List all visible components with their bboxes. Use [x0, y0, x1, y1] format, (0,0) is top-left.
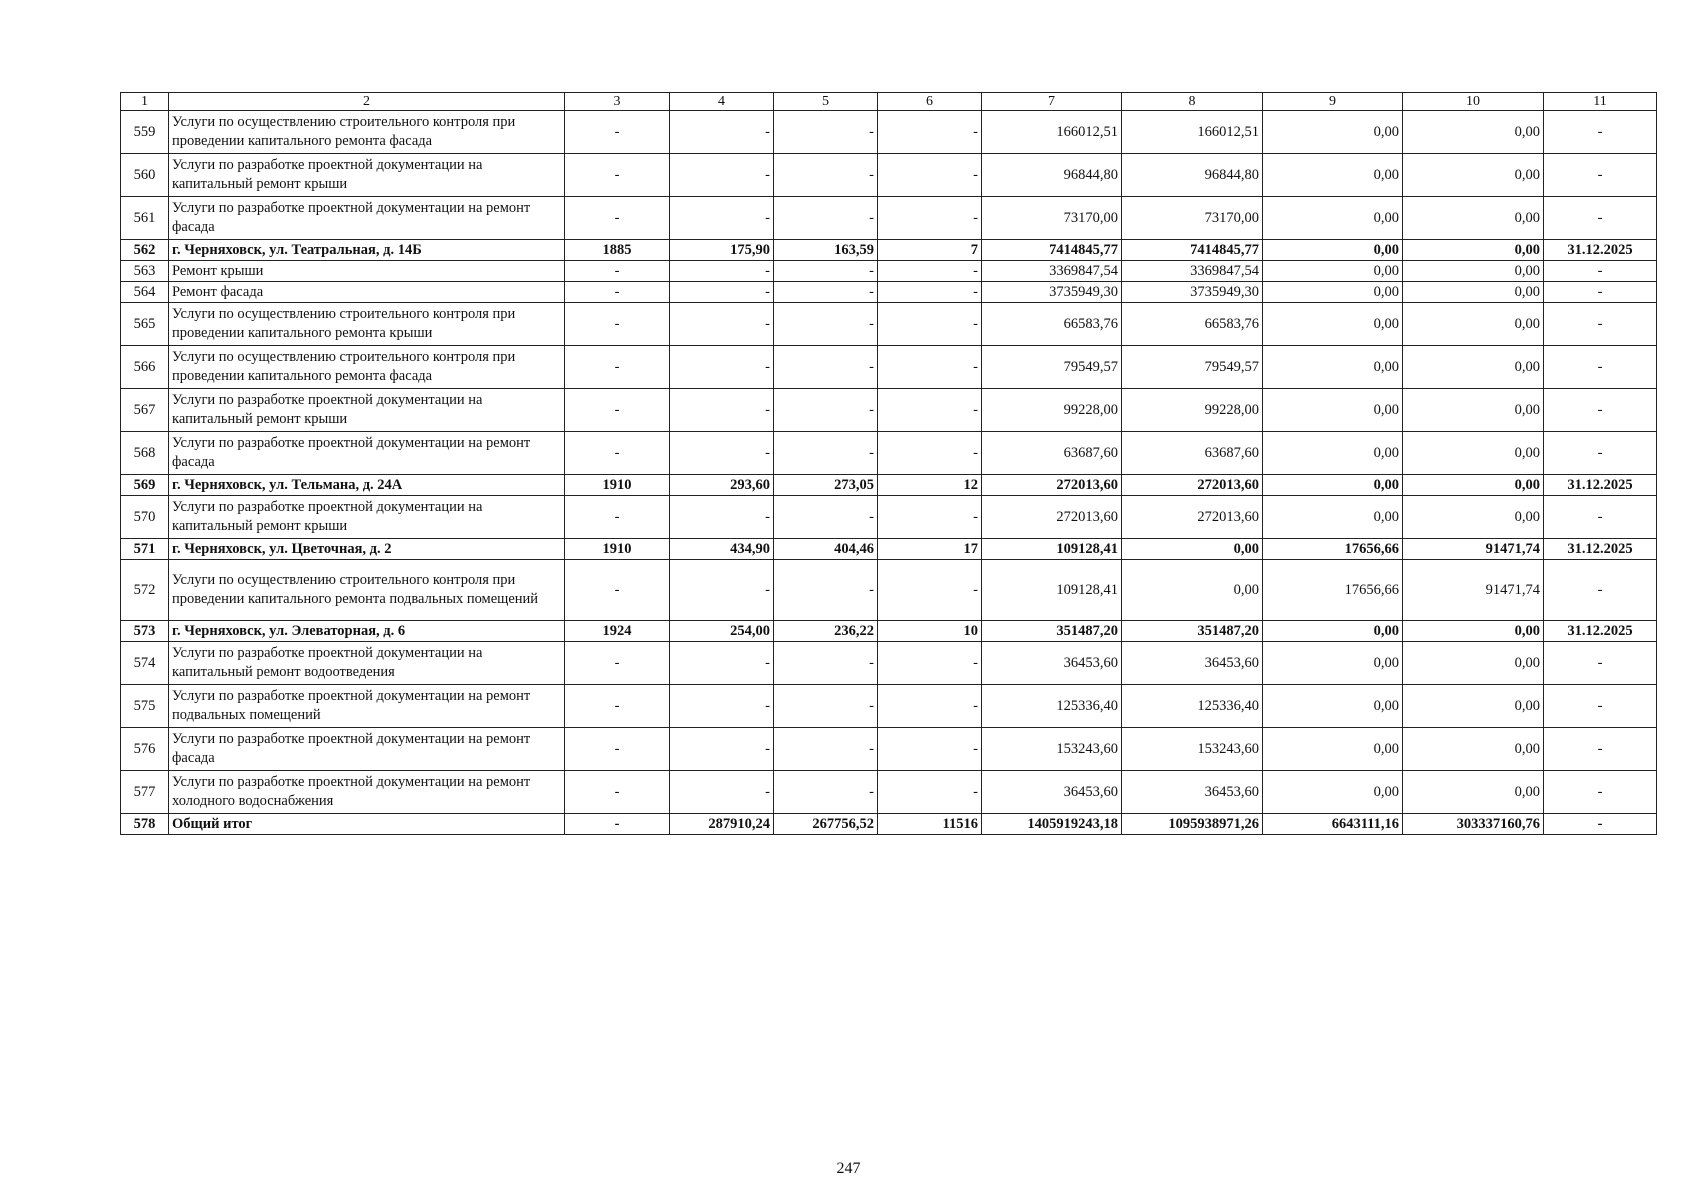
table-row: [121, 240, 1657, 261]
col8-cell: 63687,60: [1122, 432, 1263, 475]
col10-cell: 0,00: [1403, 475, 1544, 496]
col10-cell: 0,00: [1403, 642, 1544, 685]
col8-cell: 1095938971,26: [1122, 814, 1263, 835]
col11-cell: -: [1544, 560, 1657, 621]
col10-cell: 303337160,76: [1403, 814, 1544, 835]
col4-cell: -: [670, 685, 774, 728]
item-name-cell: Услуги по разработке проектной документации на ремонт фасада: [169, 728, 565, 771]
header-cell: 11: [1544, 93, 1657, 111]
col5-cell: -: [774, 496, 878, 539]
col6-cell: -: [878, 389, 982, 432]
col10-cell: 0,00: [1403, 240, 1544, 261]
table-row: [121, 282, 1657, 303]
col8-cell: 96844,80: [1122, 154, 1263, 197]
col7-cell: 3369847,54: [982, 261, 1122, 282]
col9-cell: 6643111,16: [1263, 814, 1403, 835]
col6-cell: 17: [878, 539, 982, 560]
header-cell: 1: [121, 93, 169, 111]
col5-cell: 267756,52: [774, 814, 878, 835]
table-row: [121, 560, 1657, 621]
col5-cell: -: [774, 560, 878, 621]
col9-cell: 0,00: [1263, 240, 1403, 261]
table-row: [121, 154, 1657, 197]
col3-cell: -: [565, 560, 670, 621]
table-row: [121, 111, 1657, 154]
col5-cell: -: [774, 771, 878, 814]
col7-cell: 272013,60: [982, 496, 1122, 539]
table-row: [121, 621, 1657, 642]
table-row: [121, 496, 1657, 539]
table-row: [121, 389, 1657, 432]
col4-cell: -: [670, 346, 774, 389]
col11-cell: -: [1544, 496, 1657, 539]
item-name-cell: Услуги по осуществлению строительного контроля при проведении капитального ремонта фасада: [169, 111, 565, 154]
header-cell: 6: [878, 93, 982, 111]
column-number-header-row: [121, 93, 1657, 111]
col9-cell: 0,00: [1263, 496, 1403, 539]
col5-cell: -: [774, 389, 878, 432]
header-cell: 4: [670, 93, 774, 111]
col3-cell: 1885: [565, 240, 670, 261]
col11-cell: -: [1544, 261, 1657, 282]
col7-cell: 36453,60: [982, 771, 1122, 814]
col4-cell: -: [670, 303, 774, 346]
row-number-cell: 564: [121, 282, 169, 303]
col8-cell: 166012,51: [1122, 111, 1263, 154]
col6-cell: -: [878, 346, 982, 389]
col3-cell: -: [565, 154, 670, 197]
col9-cell: 0,00: [1263, 111, 1403, 154]
col4-cell: 254,00: [670, 621, 774, 642]
col4-cell: -: [670, 642, 774, 685]
col7-cell: 99228,00: [982, 389, 1122, 432]
col9-cell: 0,00: [1263, 346, 1403, 389]
row-number-cell: 572: [121, 560, 169, 621]
header-cell: 8: [1122, 93, 1263, 111]
col4-cell: -: [670, 261, 774, 282]
col5-cell: 404,46: [774, 539, 878, 560]
col3-cell: 1910: [565, 475, 670, 496]
col6-cell: -: [878, 685, 982, 728]
col5-cell: -: [774, 685, 878, 728]
page-number: 247: [836, 1160, 861, 1177]
budget-table: [120, 92, 1657, 835]
col6-cell: -: [878, 771, 982, 814]
col3-cell: -: [565, 111, 670, 154]
col7-cell: 272013,60: [982, 475, 1122, 496]
col7-cell: 109128,41: [982, 560, 1122, 621]
col10-cell: 0,00: [1403, 771, 1544, 814]
col10-cell: 91471,74: [1403, 539, 1544, 560]
col11-cell: 31.12.2025: [1544, 539, 1657, 560]
col10-cell: 0,00: [1403, 389, 1544, 432]
table-body: [121, 93, 1657, 835]
col4-cell: -: [670, 197, 774, 240]
col8-cell: 66583,76: [1122, 303, 1263, 346]
col8-cell: 36453,60: [1122, 642, 1263, 685]
col10-cell: 0,00: [1403, 346, 1544, 389]
col4-cell: 175,90: [670, 240, 774, 261]
col9-cell: 0,00: [1263, 728, 1403, 771]
col6-cell: -: [878, 111, 982, 154]
col8-cell: 3369847,54: [1122, 261, 1263, 282]
col6-cell: -: [878, 261, 982, 282]
col5-cell: -: [774, 282, 878, 303]
col3-cell: -: [565, 303, 670, 346]
col8-cell: 3735949,30: [1122, 282, 1263, 303]
col7-cell: 79549,57: [982, 346, 1122, 389]
col4-cell: -: [670, 771, 774, 814]
col11-cell: -: [1544, 642, 1657, 685]
col8-cell: 73170,00: [1122, 197, 1263, 240]
table-row: [121, 432, 1657, 475]
col5-cell: -: [774, 197, 878, 240]
item-name-cell: Услуги по разработке проектной документации на ремонт подвальных помещений: [169, 685, 565, 728]
col10-cell: 0,00: [1403, 197, 1544, 240]
col5-cell: -: [774, 728, 878, 771]
col6-cell: -: [878, 197, 982, 240]
item-name-cell: Услуги по осуществлению строительного контроля при проведении капитального ремонта подвальных помещений: [169, 560, 565, 621]
document-sheet: [120, 92, 1657, 835]
row-number-cell: 571: [121, 539, 169, 560]
col4-cell: -: [670, 389, 774, 432]
row-number-cell: 576: [121, 728, 169, 771]
col8-cell: 272013,60: [1122, 496, 1263, 539]
col9-cell: 0,00: [1263, 642, 1403, 685]
col10-cell: 0,00: [1403, 303, 1544, 346]
col3-cell: -: [565, 261, 670, 282]
header-cell: 9: [1263, 93, 1403, 111]
col11-cell: -: [1544, 154, 1657, 197]
col8-cell: 99228,00: [1122, 389, 1263, 432]
col9-cell: 17656,66: [1263, 560, 1403, 621]
col3-cell: -: [565, 814, 670, 835]
col10-cell: 0,00: [1403, 728, 1544, 771]
col9-cell: 0,00: [1263, 197, 1403, 240]
col4-cell: -: [670, 154, 774, 197]
col10-cell: 0,00: [1403, 496, 1544, 539]
col5-cell: -: [774, 303, 878, 346]
col7-cell: 66583,76: [982, 303, 1122, 346]
col6-cell: 11516: [878, 814, 982, 835]
col3-cell: -: [565, 282, 670, 303]
item-name-cell: Общий итог: [169, 814, 565, 835]
col6-cell: -: [878, 496, 982, 539]
col8-cell: 153243,60: [1122, 728, 1263, 771]
col4-cell: -: [670, 560, 774, 621]
col10-cell: 0,00: [1403, 621, 1544, 642]
col3-cell: -: [565, 496, 670, 539]
row-number-cell: 578: [121, 814, 169, 835]
col7-cell: 3735949,30: [982, 282, 1122, 303]
col5-cell: 163,59: [774, 240, 878, 261]
row-number-cell: 561: [121, 197, 169, 240]
col10-cell: 0,00: [1403, 282, 1544, 303]
row-number-cell: 568: [121, 432, 169, 475]
col9-cell: 0,00: [1263, 389, 1403, 432]
item-name-cell: Услуги по осуществлению строительного контроля при проведении капитального ремонта крыши: [169, 303, 565, 346]
col4-cell: -: [670, 111, 774, 154]
col9-cell: 0,00: [1263, 432, 1403, 475]
col6-cell: 10: [878, 621, 982, 642]
row-number-cell: 577: [121, 771, 169, 814]
col6-cell: -: [878, 282, 982, 303]
col5-cell: -: [774, 111, 878, 154]
col7-cell: 7414845,77: [982, 240, 1122, 261]
col9-cell: 0,00: [1263, 154, 1403, 197]
item-name-cell: г. Черняховск, ул. Цветочная, д. 2: [169, 539, 565, 560]
col11-cell: -: [1544, 814, 1657, 835]
item-name-cell: Услуги по разработке проектной документации на капитальный ремонт крыши: [169, 154, 565, 197]
col6-cell: -: [878, 728, 982, 771]
header-cell: 5: [774, 93, 878, 111]
col8-cell: 125336,40: [1122, 685, 1263, 728]
col11-cell: -: [1544, 346, 1657, 389]
table-row: [121, 261, 1657, 282]
col11-cell: -: [1544, 303, 1657, 346]
table-row: [121, 814, 1657, 835]
col10-cell: 91471,74: [1403, 560, 1544, 621]
col9-cell: 0,00: [1263, 475, 1403, 496]
col11-cell: -: [1544, 282, 1657, 303]
col8-cell: 0,00: [1122, 539, 1263, 560]
row-number-cell: 567: [121, 389, 169, 432]
col8-cell: 7414845,77: [1122, 240, 1263, 261]
col10-cell: 0,00: [1403, 685, 1544, 728]
table-row: [121, 771, 1657, 814]
col6-cell: -: [878, 642, 982, 685]
col6-cell: -: [878, 432, 982, 475]
col8-cell: 36453,60: [1122, 771, 1263, 814]
row-number-cell: 560: [121, 154, 169, 197]
item-name-cell: Услуги по разработке проектной документации на капитальный ремонт крыши: [169, 496, 565, 539]
item-name-cell: Услуги по разработке проектной документации на ремонт холодного водоснабжения: [169, 771, 565, 814]
col4-cell: -: [670, 496, 774, 539]
row-number-cell: 562: [121, 240, 169, 261]
table-row: [121, 346, 1657, 389]
col9-cell: 0,00: [1263, 303, 1403, 346]
col9-cell: 17656,66: [1263, 539, 1403, 560]
col10-cell: 0,00: [1403, 432, 1544, 475]
table-row: [121, 539, 1657, 560]
row-number-cell: 570: [121, 496, 169, 539]
item-name-cell: Услуги по разработке проектной документации на капитальный ремонт водоотведения: [169, 642, 565, 685]
col11-cell: -: [1544, 197, 1657, 240]
item-name-cell: Ремонт крыши: [169, 261, 565, 282]
row-number-cell: 574: [121, 642, 169, 685]
col8-cell: 272013,60: [1122, 475, 1263, 496]
col3-cell: -: [565, 685, 670, 728]
col6-cell: 7: [878, 240, 982, 261]
col8-cell: 351487,20: [1122, 621, 1263, 642]
col7-cell: 1405919243,18: [982, 814, 1122, 835]
col10-cell: 0,00: [1403, 261, 1544, 282]
col9-cell: 0,00: [1263, 771, 1403, 814]
col3-cell: -: [565, 389, 670, 432]
table-row: [121, 475, 1657, 496]
row-number-cell: 559: [121, 111, 169, 154]
item-name-cell: г. Черняховск, ул. Элеваторная, д. 6: [169, 621, 565, 642]
col5-cell: 273,05: [774, 475, 878, 496]
col5-cell: -: [774, 432, 878, 475]
col7-cell: 166012,51: [982, 111, 1122, 154]
col7-cell: 125336,40: [982, 685, 1122, 728]
col3-cell: -: [565, 728, 670, 771]
col11-cell: 31.12.2025: [1544, 621, 1657, 642]
header-cell: 2: [169, 93, 565, 111]
col11-cell: -: [1544, 432, 1657, 475]
table-row: [121, 642, 1657, 685]
item-name-cell: г. Черняховск, ул. Театральная, д. 14Б: [169, 240, 565, 261]
col3-cell: -: [565, 346, 670, 389]
col5-cell: -: [774, 346, 878, 389]
header-cell: 7: [982, 93, 1122, 111]
col5-cell: 236,22: [774, 621, 878, 642]
col7-cell: 63687,60: [982, 432, 1122, 475]
table-row: [121, 728, 1657, 771]
col3-cell: 1924: [565, 621, 670, 642]
col4-cell: -: [670, 282, 774, 303]
col3-cell: -: [565, 432, 670, 475]
col6-cell: -: [878, 303, 982, 346]
col5-cell: -: [774, 642, 878, 685]
item-name-cell: Услуги по осуществлению строительного контроля при проведении капитального ремонта фасада: [169, 346, 565, 389]
col11-cell: 31.12.2025: [1544, 240, 1657, 261]
row-number-cell: 569: [121, 475, 169, 496]
col4-cell: -: [670, 432, 774, 475]
item-name-cell: Ремонт фасада: [169, 282, 565, 303]
col4-cell: 434,90: [670, 539, 774, 560]
header-cell: 3: [565, 93, 670, 111]
col6-cell: 12: [878, 475, 982, 496]
col3-cell: -: [565, 771, 670, 814]
col4-cell: 293,60: [670, 475, 774, 496]
col6-cell: -: [878, 560, 982, 621]
row-number-cell: 565: [121, 303, 169, 346]
item-name-cell: г. Черняховск, ул. Тельмана, д. 24А: [169, 475, 565, 496]
row-number-cell: 563: [121, 261, 169, 282]
col7-cell: 36453,60: [982, 642, 1122, 685]
row-number-cell: 566: [121, 346, 169, 389]
col3-cell: 1910: [565, 539, 670, 560]
row-number-cell: 573: [121, 621, 169, 642]
col9-cell: 0,00: [1263, 621, 1403, 642]
col11-cell: -: [1544, 728, 1657, 771]
col9-cell: 0,00: [1263, 261, 1403, 282]
col11-cell: -: [1544, 685, 1657, 728]
col5-cell: -: [774, 154, 878, 197]
col7-cell: 153243,60: [982, 728, 1122, 771]
col3-cell: -: [565, 197, 670, 240]
item-name-cell: Услуги по разработке проектной документации на ремонт фасада: [169, 197, 565, 240]
table-row: [121, 685, 1657, 728]
table-row: [121, 197, 1657, 240]
col6-cell: -: [878, 154, 982, 197]
col9-cell: 0,00: [1263, 685, 1403, 728]
col5-cell: -: [774, 261, 878, 282]
col10-cell: 0,00: [1403, 154, 1544, 197]
col10-cell: 0,00: [1403, 111, 1544, 154]
table-row: [121, 303, 1657, 346]
col7-cell: 73170,00: [982, 197, 1122, 240]
col4-cell: -: [670, 728, 774, 771]
col11-cell: -: [1544, 389, 1657, 432]
col8-cell: 79549,57: [1122, 346, 1263, 389]
row-number-cell: 575: [121, 685, 169, 728]
col3-cell: -: [565, 642, 670, 685]
col4-cell: 287910,24: [670, 814, 774, 835]
col7-cell: 96844,80: [982, 154, 1122, 197]
col7-cell: 109128,41: [982, 539, 1122, 560]
item-name-cell: Услуги по разработке проектной документации на ремонт фасада: [169, 432, 565, 475]
header-cell: 10: [1403, 93, 1544, 111]
col11-cell: -: [1544, 771, 1657, 814]
col7-cell: 351487,20: [982, 621, 1122, 642]
col8-cell: 0,00: [1122, 560, 1263, 621]
col11-cell: -: [1544, 111, 1657, 154]
item-name-cell: Услуги по разработке проектной документации на капитальный ремонт крыши: [169, 389, 565, 432]
col9-cell: 0,00: [1263, 282, 1403, 303]
col11-cell: 31.12.2025: [1544, 475, 1657, 496]
